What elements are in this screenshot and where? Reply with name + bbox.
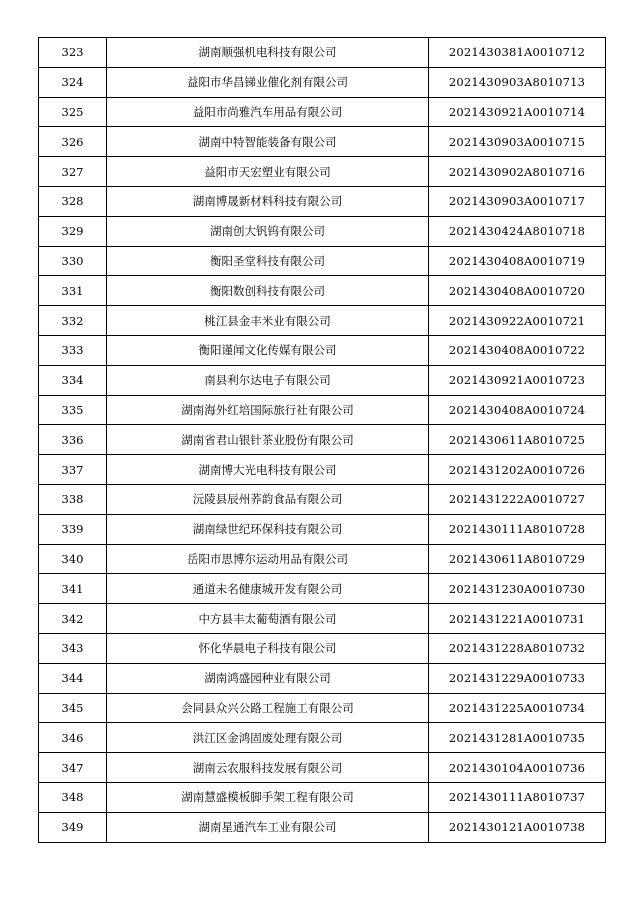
- registration-code-cell: 2021430381A0010712: [429, 38, 606, 68]
- registration-code-cell: 2021430121A0010738: [429, 812, 606, 842]
- row-number-cell: 337: [39, 455, 107, 485]
- company-name-cell: 桃江县金丰米业有限公司: [107, 306, 429, 336]
- row-number-cell: 329: [39, 216, 107, 246]
- registration-code-cell: 2021430611A8010729: [429, 544, 606, 574]
- registration-code-cell: 2021430922A0010721: [429, 306, 606, 336]
- registration-code-cell: 2021431230A0010730: [429, 574, 606, 604]
- row-number-cell: 324: [39, 67, 107, 97]
- company-name-cell: 益阳市华昌锑业催化剂有限公司: [107, 67, 429, 97]
- row-number-cell: 342: [39, 604, 107, 634]
- row-number-cell: 344: [39, 663, 107, 693]
- table-row: [39, 246, 606, 276]
- company-name-cell: 湖南顺强机电科技有限公司: [107, 38, 429, 68]
- registration-code-cell: 2021430111A8010728: [429, 514, 606, 544]
- company-name-cell: 中方县丰太葡萄酒有限公司: [107, 604, 429, 634]
- table-row: [39, 633, 606, 663]
- registration-code-cell: 2021430111A8010737: [429, 782, 606, 812]
- company-name-cell: 怀化华晨电子科技有限公司: [107, 633, 429, 663]
- company-name-cell: 湖南海外红培国际旅行社有限公司: [107, 395, 429, 425]
- row-number-cell: 333: [39, 335, 107, 365]
- registration-code-cell: 2021431228A8010732: [429, 633, 606, 663]
- company-name-cell: 湖南星通汽车工业有限公司: [107, 812, 429, 842]
- registration-code-cell: 2021430903A8010713: [429, 67, 606, 97]
- row-number-cell: 335: [39, 395, 107, 425]
- row-number-cell: 340: [39, 544, 107, 574]
- registration-code-cell: 2021430611A8010725: [429, 425, 606, 455]
- row-number-cell: 331: [39, 276, 107, 306]
- registration-code-cell: 2021430424A8010718: [429, 216, 606, 246]
- table-row: [39, 365, 606, 395]
- row-number-cell: 347: [39, 753, 107, 783]
- table-row: [39, 693, 606, 723]
- company-name-cell: 益阳市尚雅汽车用品有限公司: [107, 97, 429, 127]
- table-row: [39, 216, 606, 246]
- registration-code-cell: 2021430408A0010724: [429, 395, 606, 425]
- row-number-cell: 343: [39, 633, 107, 663]
- company-name-cell: 通道未名健康城开发有限公司: [107, 574, 429, 604]
- table-body: [39, 38, 606, 843]
- company-name-cell: 湖南博晟新材料科技有限公司: [107, 186, 429, 216]
- table-row: [39, 395, 606, 425]
- row-number-cell: 325: [39, 97, 107, 127]
- row-number-cell: 349: [39, 812, 107, 842]
- row-number-cell: 326: [39, 127, 107, 157]
- company-name-cell: 湖南省君山银针茶业股份有限公司: [107, 425, 429, 455]
- table-row: [39, 306, 606, 336]
- company-name-cell: 南县利尔达电子有限公司: [107, 365, 429, 395]
- row-number-cell: 334: [39, 365, 107, 395]
- company-name-cell: 衡阳谨闻文化传媒有限公司: [107, 335, 429, 365]
- table-row: [39, 812, 606, 842]
- table-row: [39, 574, 606, 604]
- company-name-cell: 湖南中特智能装备有限公司: [107, 127, 429, 157]
- registration-code-cell: 2021430408A0010722: [429, 335, 606, 365]
- row-number-cell: 327: [39, 157, 107, 187]
- row-number-cell: 336: [39, 425, 107, 455]
- company-name-cell: 湖南创大钒钨有限公司: [107, 216, 429, 246]
- registration-code-cell: 2021430104A0010736: [429, 753, 606, 783]
- table-row: [39, 67, 606, 97]
- table-row: [39, 186, 606, 216]
- registration-code-cell: 2021431225A0010734: [429, 693, 606, 723]
- registration-code-cell: 2021430921A0010723: [429, 365, 606, 395]
- registration-code-cell: 2021430903A0010715: [429, 127, 606, 157]
- company-name-cell: 湖南博大光电科技有限公司: [107, 455, 429, 485]
- table-row: [39, 723, 606, 753]
- table-row: [39, 484, 606, 514]
- table-row: [39, 38, 606, 68]
- row-number-cell: 328: [39, 186, 107, 216]
- registration-code-cell: 2021430408A0010719: [429, 246, 606, 276]
- company-name-cell: 衡阳数创科技有限公司: [107, 276, 429, 306]
- registration-code-cell: 2021431222A0010727: [429, 484, 606, 514]
- registration-code-cell: 2021431281A0010735: [429, 723, 606, 753]
- row-number-cell: 330: [39, 246, 107, 276]
- table-row: [39, 663, 606, 693]
- company-name-cell: 衡阳圣堂科技有限公司: [107, 246, 429, 276]
- registration-code-cell: 2021431202A0010726: [429, 455, 606, 485]
- table-row: [39, 335, 606, 365]
- row-number-cell: 346: [39, 723, 107, 753]
- table-row: [39, 455, 606, 485]
- registration-code-cell: 2021430921A0010714: [429, 97, 606, 127]
- row-number-cell: 323: [39, 38, 107, 68]
- company-name-cell: 湖南云农服科技发展有限公司: [107, 753, 429, 783]
- company-name-cell: 湖南绿世纪环保科技有限公司: [107, 514, 429, 544]
- company-name-cell: 湖南慧盛模板脚手架工程有限公司: [107, 782, 429, 812]
- table-row: [39, 157, 606, 187]
- row-number-cell: 339: [39, 514, 107, 544]
- company-name-cell: 湖南鸿盛园种业有限公司: [107, 663, 429, 693]
- registration-code-cell: 2021431221A0010731: [429, 604, 606, 634]
- registration-code-cell: 2021430408A0010720: [429, 276, 606, 306]
- row-number-cell: 332: [39, 306, 107, 336]
- row-number-cell: 341: [39, 574, 107, 604]
- table-row: [39, 544, 606, 574]
- table-row: [39, 514, 606, 544]
- table-row: [39, 276, 606, 306]
- registration-code-cell: 2021430903A0010717: [429, 186, 606, 216]
- company-name-cell: 会同县众兴公路工程施工有限公司: [107, 693, 429, 723]
- company-registry-table: [38, 37, 606, 843]
- company-name-cell: 岳阳市思博尔运动用品有限公司: [107, 544, 429, 574]
- table-row: [39, 604, 606, 634]
- table-row: [39, 782, 606, 812]
- company-name-cell: 沅陵县辰州荞韵食品有限公司: [107, 484, 429, 514]
- table-row: [39, 97, 606, 127]
- table-row: [39, 127, 606, 157]
- row-number-cell: 345: [39, 693, 107, 723]
- registration-code-cell: 2021430902A8010716: [429, 157, 606, 187]
- registration-code-cell: 2021431229A0010733: [429, 663, 606, 693]
- company-name-cell: 洪江区金鸿固废处理有限公司: [107, 723, 429, 753]
- company-name-cell: 益阳市天宏塑业有限公司: [107, 157, 429, 187]
- row-number-cell: 348: [39, 782, 107, 812]
- row-number-cell: 338: [39, 484, 107, 514]
- table-row: [39, 753, 606, 783]
- table-row: [39, 425, 606, 455]
